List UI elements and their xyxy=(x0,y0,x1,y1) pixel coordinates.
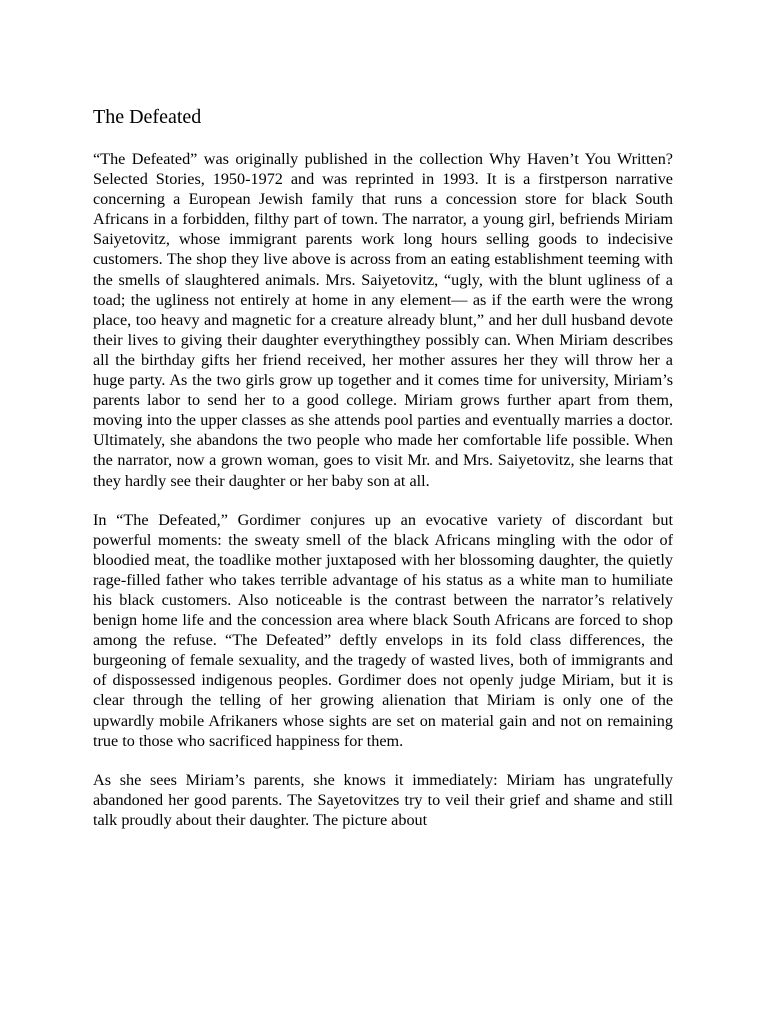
paragraph-2: In “The Defeated,” Gordimer conjures up an evocative variety of discordant but powerful moments: the sweaty smell of the black Africans mingling with the odor of bloodied meat, the toadlike mother juxtaposed with her blossoming daughter, the quietly rage-filled father who takes terrible advantage of his status as a white man to humiliate his black customers. Also noticeable is the contrast between the narrator’s relatively benign home life and the concession area where black South Africans are forced to shop among the refuse. “The Defeated” deftly envelops in its fold class differences, the burgeoning of female sexuality, and the tragedy of wasted lives, both of immigrants and of dispossessed indigenous peoples. Gordimer does not openly judge Miriam, but it is clear through the telling of her growing alienation that Miriam is only one of the upwardly mobile Afrikaners whose sights are set on material gain and not on remaining true to those who sacrificed happiness for them. xyxy=(93,510,673,750)
document-title: The Defeated xyxy=(93,106,202,128)
paragraph-1: “The Defeated” was originally published in the collection Why Haven’t You Written? Selected Stories, 1950-1972 and was reprinted in 1993. It is a firstperson narrative concerning a European Jewish family that runs a concession store for black South Africans in a forbidden, filthy part of town. The narrator, a young girl, befriends Miriam Saiyetovitz, whose immigrant parents work long hours selling goods to indecisive customers. The shop they live above is across from an eating establishment teeming with the smells of slaughtered animals. Mrs. Saiyetovitz, “ugly, with the blunt ugliness of a toad; the ugliness not entirely at home in any element— as if the earth were the wrong place, too heavy and magnetic for a creature already blunt,” and her dull husband devote their lives to giving their daughter everythingthey possibly can. When Miriam describes all the birthday gifts her friend received, her mother assures her they will throw her a huge party. As the two girls grow up together and it comes time for university, Miriam’s parents labor to send her to a good college. Miriam grows further apart from them, moving into the upper classes as she attends pool parties and eventually marries a doctor. Ultimately, she abandons the two people who made her comfortable life possible. When the narrator, now a grown woman, goes to visit Mr. and Mrs. Saiyetovitz, she learns that they hardly see their daughter or her baby son at all. xyxy=(93,150,673,490)
document-page xyxy=(93,104,673,849)
paragraph-3: As she sees Miriam’s parents, she knows it immediately: Miriam has ungratefully abandoned her good parents. The Sayetovitzes try to veil their grief and shame and still talk proudly about their daughter. The picture about xyxy=(93,770,673,829)
